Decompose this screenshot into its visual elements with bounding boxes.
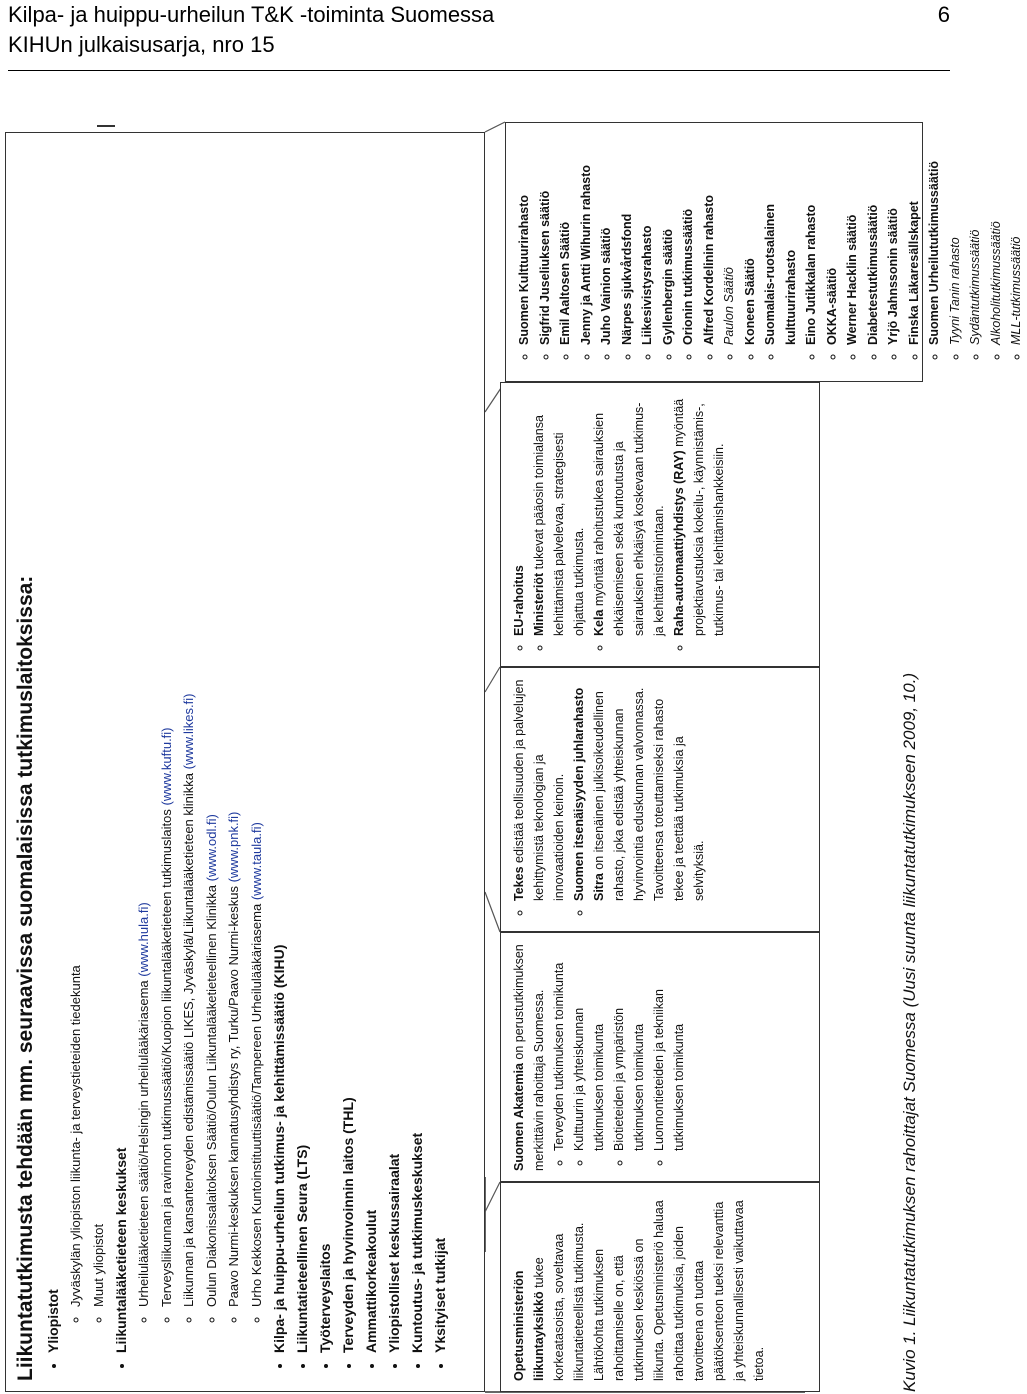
list-item: ◦ Paulon Säätiö — [719, 133, 740, 345]
institutions-list — [42, 143, 452, 1381]
list-item: ◦ Kulttuurin ja yhteiskunnan tutkimuksen toimikunta — [569, 943, 609, 1151]
page-header — [8, 0, 950, 80]
foundations-list — [514, 133, 1027, 371]
foundations-box — [505, 122, 1023, 382]
list-item: • Kuntoutus- ja tutkimuskeskukset — [406, 143, 429, 1353]
academy-of-finland-box: Suomen Akatemia on perustutkimuksen merkittävin rahoittaja Suomessa. ◦ Terveyden tutkimuksen toimikunta ◦ Kulttuurin ja yhteiskunnan tutkimuksen toimikunta ◦ Biotieteiden ja ympäristön tutkimuksen toimikunta ◦ Luonnontieteiden ja tekniikan tutkimuksen toimikunta — [500, 932, 820, 1182]
institutions-title: Liikuntatutkimusta tehdään mm. seuraavissa suomalaisissa tutkimuslaitoksissa: — [14, 575, 37, 1381]
ministry-of-education-box: Opetusministeriön liikuntayksikkö tukee korkeatasoista, soveltavaa liikuntatieteellistä tutkimusta. Lähtökohta tutkimuksen rahoittamiselle on, että tutkimuksen keskiössä on liikunta. Opetusministeriö haluaa rahoittaa tutkimuksia, joiden tavoitteena on tuottaa päätöksenteon tueksi relevanttia ja yhteiskunnallisesti vaikuttavaa tietoa. — [500, 1182, 820, 1392]
list-item: ◦ Emil Aaltosen Säätiö — [555, 133, 576, 345]
list-item: ◦ Juho Vainion säätiö — [596, 133, 617, 345]
list-item: ◦ Paavo Nurmi-keskuksen kannatusyhdistys ry, Turku/Paavo Nurmi-keskus (www.pnk.fi) — [223, 143, 246, 1307]
list-item: ◦ Urho Kekkosen Kuntoinstituuttisäätiö/Tampereen Urheilulääkäriasema (www.taula.fi) — [246, 143, 269, 1307]
list-item: ◦ Orionin tutkimussäätiö — [678, 133, 699, 345]
tekes-sitra-box — [500, 667, 820, 932]
centers-sublist — [133, 143, 268, 1353]
list-item: ◦ MLL-tutkimussäätiö — [1006, 133, 1027, 345]
list-item-universities: • Yliopistot ◦ Jyväskylän yliopiston liikunta- ja terveystieteiden tiedekunta ◦ Muut yliopistot — [42, 143, 110, 1353]
list-item: ◦ Terveyden tutkimuksen toimikunta — [549, 943, 569, 1151]
list-item: ◦ Werner Hacklin säätiö — [842, 133, 863, 345]
odl-link[interactable]: (www.odl.fi) — [203, 814, 219, 882]
list-item: ◦ Sigfrid Juseliuksen säätiö — [535, 133, 556, 345]
list-item: ◦ Sydäntutkimussäätiö — [965, 133, 986, 345]
list-item: ◦ Finska Läkaresällskapet — [904, 133, 925, 345]
list-item-sports-medicine-centers: • Liikuntalääketieteen keskukset ◦ Urheilulääketieteen säätiö/Helsingin urheilulääkäriasema (www.hula.fi) ◦ Terveysliikunnan ja ravinnon tutkimussäätiö/Kuopion liikuntalääketieteen tutkimuslaitos (www.kuftu.fi) ◦ Liikunnan ja kansanterveyden edistämissäätiö LIKES, Jyväskylä/Liikuntalääketieteen klinikka (www.likes.fi) ◦ Oulun Diakonissalaitoksen Säätiö/Oulun Liikuntalääketieteellinen Klinikka (www.odl.fi) ◦ Paavo Nurmi-keskuksen kannatusyhdistys ry, Turku/Paavo Nurmi-keskus (www.pnk.fi) ◦ Urho Kekkosen Kuntoinstituuttisäätiö/Tampereen Urheilulääkäriasema (www.taula.fi) — [110, 143, 268, 1353]
list-item: ◦ Alkoholitutkimussäätiö — [986, 133, 1007, 345]
list-item: ◦ Ministeriöt tukevat pääosin toimialansa kehittämistä palvelevaa, strategisesti ohjattua tutkimusta. — [529, 393, 589, 636]
list-item: ◦ Terveysliikunnan ja ravinnon tutkimussäätiö/Kuopion liikuntalääketieteen tutkimuslaitos (www.kuftu.fi) — [156, 143, 179, 1307]
header-divider — [8, 70, 950, 71]
list-item: ◦ OKKA-säätiö — [822, 133, 843, 345]
academy-committees-list — [549, 943, 689, 1171]
list-item: ◦ Yrjö Jahnssonin säätiö — [883, 133, 904, 345]
list-item: ◦ Raha-automaattiyhdistys (RAY) myöntää projektiavustuksia kokeilu-, käynnistämis-, tutkimus- tai kehittämishankkeisiin. — [669, 393, 729, 636]
list-item: ◦ Jyväskylän yliopiston liikunta- ja terveystieteiden tiedekunta — [65, 143, 88, 1307]
margin-mark — [97, 125, 115, 127]
list-item: ◦ Närpes sjukvårdsfond — [617, 133, 638, 345]
list-item: ◦ Liikesivistysrahasto — [637, 133, 658, 345]
universities-sublist — [65, 143, 110, 1353]
list-item: • Yliopistolliset keskussairaalat — [383, 143, 406, 1353]
list-item: ◦ EU-rahoitus — [509, 393, 529, 636]
public-funders-list — [509, 393, 729, 656]
list-item: • Liikuntatieteellinen Seura (LTS) — [291, 143, 314, 1353]
list-item: ◦ Suomalais-ruotsalainen kulttuurirahasto — [760, 133, 801, 345]
list-item: ◦ Biotieteiden ja ympäristön tutkimuksen toimikunta — [609, 943, 649, 1151]
list-item: ◦ Urheilulääketieteen säätiö/Helsingin urheilulääkäriasema (www.hula.fi) — [133, 143, 156, 1307]
funding-figure — [5, 112, 1023, 1392]
list-item: ◦ Koneen Säätiö — [740, 133, 761, 345]
list-item: ◦ Kela myöntää rahoitustukea sairauksien ehkäisemiseen sekä kuntoutusta ja sairauksien ehkäisyä koskevaan tutkimus- ja kehittämistoimintaan. — [589, 393, 669, 636]
list-item: ◦ Eino Jutikkalan rahasto — [801, 133, 822, 345]
list-item: ◦ Suomen Urheilututkimussäätiö — [924, 133, 945, 345]
list-item: • Työterveyslaitos — [314, 143, 337, 1353]
publication-title: Kilpa- ja huippu-urheilun T&K -toiminta Suomessa — [8, 2, 495, 27]
page-number: 6 — [937, 2, 950, 27]
list-item: ◦ Liikunnan ja kansanterveyden edistämissäätiö LIKES, Jyväskylä/Liikuntalääketieteen klinikka (www.likes.fi) — [178, 143, 201, 1307]
figure-caption: Kuvio 1. Liikuntatutkimuksen rahoittajat Suomessa (Uusi suunta liikuntatutkimukseen 2009, 10.) — [900, 672, 919, 1392]
public-funders-box — [500, 382, 820, 667]
pnk-link[interactable]: (www.pnk.fi) — [226, 811, 241, 883]
list-item: • Yksityiset tutkijat — [429, 143, 452, 1353]
list-item: ◦ Jenny ja Antti Wihurin rahasto — [576, 133, 597, 345]
list-item-tekes: ◦ Tekes edistää teollisuuden ja palvelujen kehittymistä teknologian ja innovaatioiden keinoin. — [509, 678, 569, 901]
likes-link[interactable]: (www.likes.fi) — [181, 693, 196, 770]
list-item: ◦ Luonnontieteiden ja tekniikan tutkimuksen toimikunta — [649, 943, 689, 1151]
list-item: ◦ Muut yliopistot — [88, 143, 111, 1307]
list-item: ◦ Oulun Diakonissalaitoksen Säätiö/Oulun Liikuntalääketieteellinen Klinikka (www.odl.fi) — [201, 143, 224, 1307]
list-item: • Terveyden ja hyvinvoinnin laitos (THL) — [337, 143, 360, 1353]
hula-link[interactable]: (www.hula.fi) — [136, 902, 151, 977]
figure-frame — [5, 112, 1023, 1392]
list-item-sitra: ◦ Suomen itsenäisyyden juhlarahasto Sitra on itsenäinen julkisoikeudellinen rahasto, joka edistää yhteiskunnan hyvinvointia eduskunnan valvonnassa. Tavoitteensa toteuttamiseksi rahasto tekee ja teettää tutkimuksia ja selvityksiä. — [569, 678, 709, 901]
tekes-sitra-list — [509, 678, 709, 921]
series-title: KIHUn julkaisusarja, nro 15 — [8, 32, 275, 57]
taula-link[interactable]: (www.taula.fi) — [248, 822, 264, 901]
kuftu-link[interactable]: (www.kuftu.fi) — [158, 727, 174, 806]
list-item: ◦ Diabetestutkimussäätiö — [863, 133, 884, 345]
list-item: ◦ Tyyni Tanin rahasto — [945, 133, 966, 345]
list-item: ◦ Alfred Kordelinin rahasto — [699, 133, 720, 345]
list-item: ◦ Gyllenbergin säätiö — [658, 133, 679, 345]
list-item: ◦ Suomen Kulttuurirahasto — [514, 133, 535, 345]
list-item: • Kilpa- ja huippu-urheilun tutkimus- ja kehittämissäätiö (KIHU) — [268, 143, 291, 1353]
list-item: • Ammattikorkeakoulut — [360, 143, 383, 1353]
research-institutions-box — [5, 132, 485, 1392]
